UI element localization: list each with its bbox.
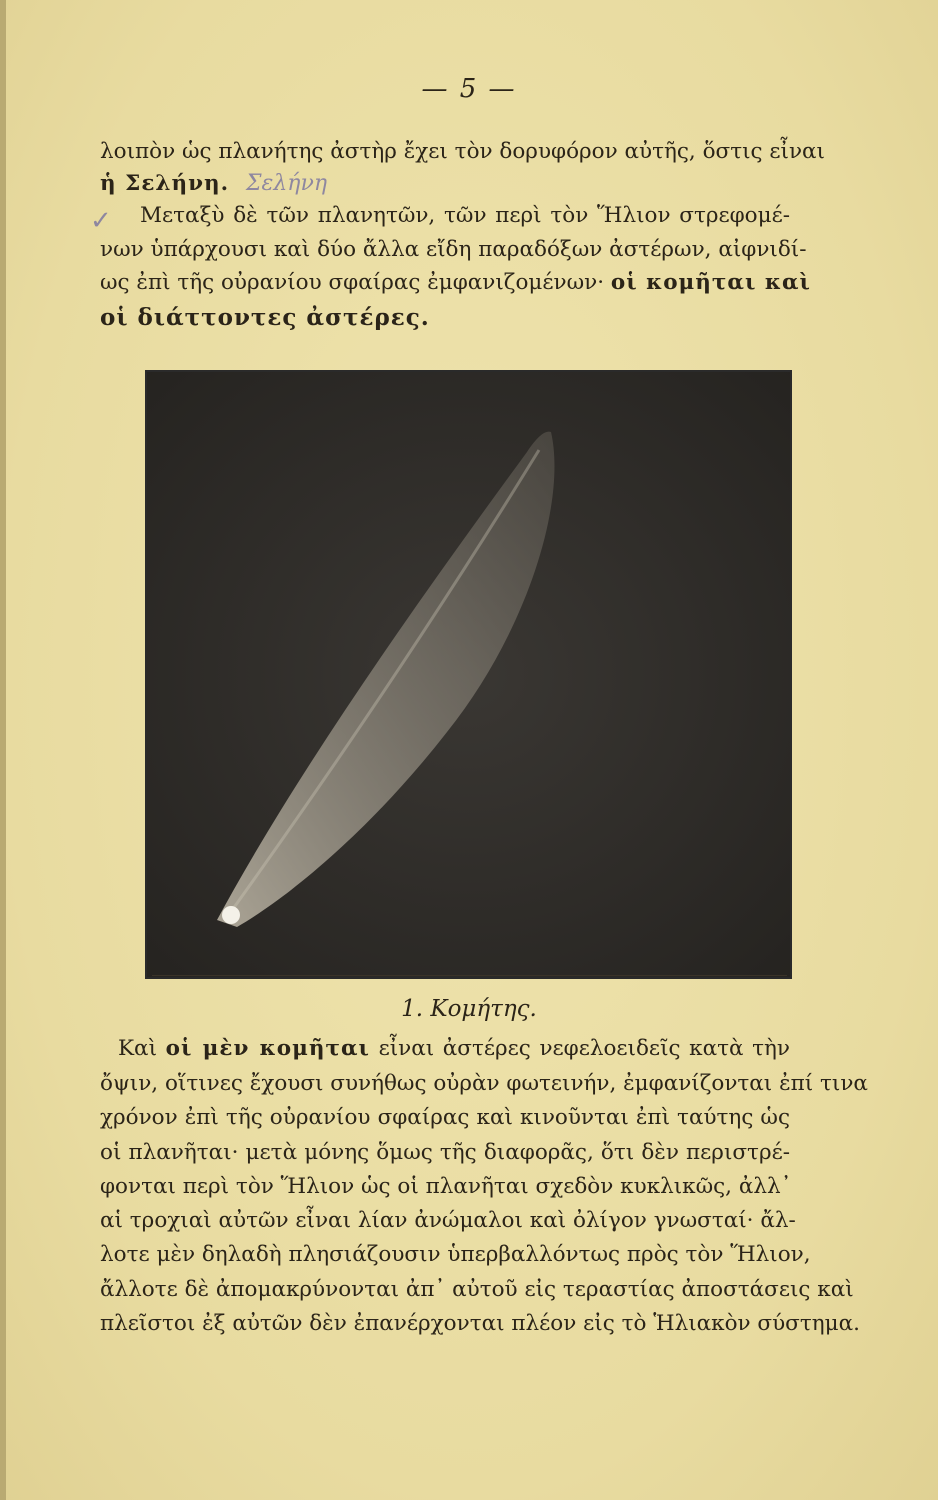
text-line-bold: ἡ Σελήνη.	[100, 171, 230, 196]
figure-caption: 1. Κομήτης.	[401, 996, 537, 1022]
text-segment: ως ἐπὶ τῆς οὐρανίου σφαίρας ἐμφανιζομένων·	[100, 270, 605, 295]
text-line: οἱ πλανῆται· μετὰ μόνης ὅμως τῆς διαφορᾶς, ὅτι δὲν περιστρέ-	[100, 1140, 790, 1165]
text-line	[100, 303, 790, 334]
text-line: ἄλλοτε δὲ ἀπομακρύνονται ἀπ᾽ αὐτοῦ εἰς τεραστίας ἀποστάσεις καὶ	[100, 1277, 854, 1302]
text-segment-bold: οἱ κομῆται καὶ	[610, 270, 811, 295]
page-number: — 5 —	[421, 74, 517, 104]
text-line: λοτε μὲν δηλαδὴ πλησιάζουσιν ὑπερβαλλόντως πρὸς τὸν Ἥλιον,	[100, 1242, 811, 1267]
text-line: Μεταξὺ δὲ τῶν πλανητῶν, τῶν περὶ τὸν Ἥλιον στρεφομέ-	[140, 203, 790, 228]
text-line: λοιπὸν ὡς πλανήτης ἀστὴρ ἔχει τὸν δορυφόρον αὐτῆς, ὅστις εἶναι	[100, 139, 825, 164]
pencil-check-mark-icon: ✓	[90, 206, 112, 236]
comet-illustration	[145, 370, 792, 979]
text-line	[100, 169, 790, 199]
text-segment-bold: οἱ μὲν κομῆται	[165, 1036, 370, 1061]
figure-underline	[152, 975, 787, 976]
comet-image	[147, 372, 790, 977]
text-line: ὄψιν, οἵτινες ἔχουσι συνήθως οὐρὰν φωτεινήν, ἐμφανίζονται ἐπί τινα	[100, 1071, 868, 1096]
comet-nucleus	[222, 906, 240, 924]
text-line: φονται περὶ τὸν Ἥλιον ὡς οἱ πλανῆται σχεδὸν κυκλικῶς, ἀλλ᾽	[100, 1174, 792, 1199]
text-line: πλεῖστοι ἐξ αὐτῶν δὲν ἐπανέρχονται πλέον εἰς τὸ Ἡλιακὸν σύστημα.	[100, 1311, 860, 1336]
page-edge	[0, 0, 6, 1500]
text-segment: εἶναι ἀστέρες νεφελοειδεῖς κατὰ τὴν	[378, 1036, 791, 1061]
text-segment: Καὶ	[118, 1036, 158, 1061]
text-segment-bold: οἱ διάττοντες ἀστέρες.	[100, 304, 430, 331]
text-line	[118, 1034, 790, 1064]
text-line: αἱ τροχιαὶ αὐτῶν εἶναι λίαν ἀνώμαλοι καὶ ὀλίγον γνωσταί· ἄλ-	[100, 1208, 796, 1233]
text-line: νων ὑπάρχουσι καὶ δύο ἄλλα εἴδη παραδόξων ἀστέρων, αἰφνιδί-	[100, 237, 807, 262]
text-line	[100, 268, 811, 298]
handwritten-annotation: Σελήνη	[245, 171, 328, 196]
text-line: χρόνον ἐπὶ τῆς οὐρανίου σφαίρας καὶ κινοῦνται ἐπὶ ταύτης ὡς	[100, 1105, 790, 1130]
